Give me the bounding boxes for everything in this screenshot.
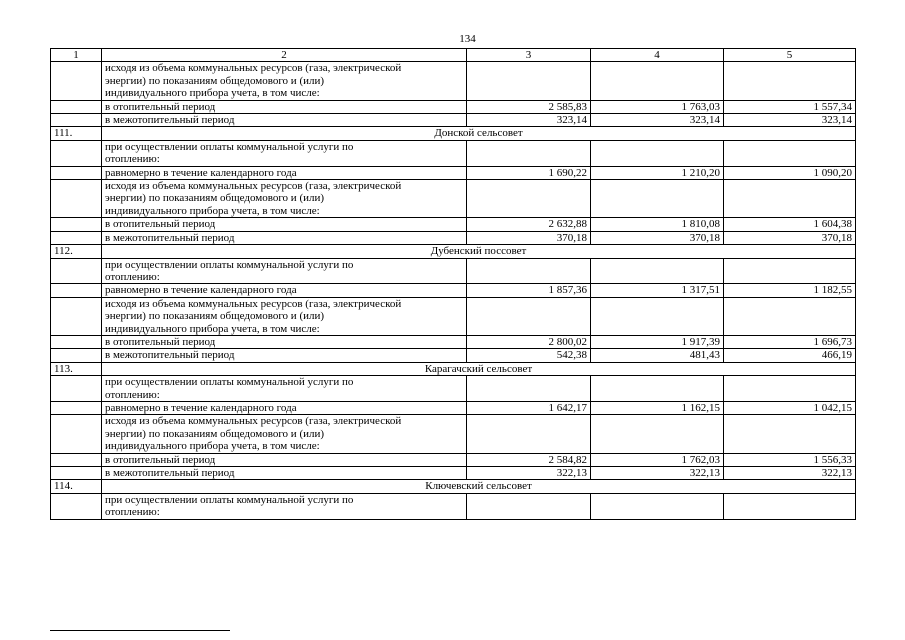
- description-line: исходя из объема коммунальных ресурсов (газа, электрической: [105, 62, 402, 75]
- value-cell-4: 1 762,03: [591, 453, 724, 466]
- value-cell-3: 1 857,36: [467, 284, 591, 297]
- row-number-cell: [51, 493, 102, 519]
- value-cell-4: 370,18: [591, 231, 724, 244]
- value-row: [51, 166, 856, 179]
- value-cell-5: 1 182,55: [724, 284, 856, 297]
- value-cell-4: 1 210,20: [591, 166, 724, 179]
- section-title: Карагачский сельсовет: [102, 362, 856, 375]
- description-cell: равномерно в течение календарного года: [102, 166, 467, 179]
- description-cell: в отопительный период: [102, 218, 467, 231]
- description-line: исходя из объема коммунальных ресурсов (газа, электрической: [105, 180, 402, 193]
- value-cell-5: 1 604,38: [724, 218, 856, 231]
- value-row: [51, 467, 856, 480]
- description-line: исходя из объема коммунальных ресурсов (газа, электрической: [105, 415, 402, 428]
- value-cell-5: 1 556,33: [724, 453, 856, 466]
- row-number-cell: [51, 62, 102, 100]
- value-cell-3: [467, 140, 591, 166]
- description-row: [51, 297, 856, 335]
- value-cell-3: [467, 376, 591, 402]
- value-row: [51, 284, 856, 297]
- column-number-5: 5: [724, 49, 856, 62]
- value-cell-3: 2 584,82: [467, 453, 591, 466]
- value-cell-4: [591, 140, 724, 166]
- description-row: [51, 62, 856, 100]
- description-line: индивидуального прибора учета, в том числе:: [105, 204, 320, 217]
- section-number: 114.: [51, 480, 102, 493]
- description-row: [51, 415, 856, 453]
- row-number-cell: [51, 284, 102, 297]
- value-cell-4: 322,13: [591, 467, 724, 480]
- section-title: Дубенский поссовет: [102, 245, 856, 258]
- description-line: при осуществлении оплаты коммунальной услуги по: [105, 258, 354, 271]
- row-number-cell: [51, 258, 102, 284]
- row-number-cell: [51, 218, 102, 231]
- description-row: [51, 493, 856, 519]
- row-number-cell: [51, 114, 102, 127]
- value-cell-4: [591, 258, 724, 284]
- description-line: отоплению:: [105, 153, 160, 166]
- description-cell: [102, 62, 467, 100]
- value-cell-3: [467, 493, 591, 519]
- description-cell: в межотопительный период: [102, 114, 467, 127]
- value-cell-4: 1 810,08: [591, 218, 724, 231]
- description-line: индивидуального прибора учета, в том числе:: [105, 322, 320, 335]
- description-line: энергии) по показаниям общедомового и (или): [105, 192, 325, 205]
- value-cell-5: 1 042,15: [724, 401, 856, 414]
- value-cell-4: 1 763,03: [591, 100, 724, 113]
- description-line: индивидуального прибора учета, в том числе:: [105, 440, 320, 453]
- description-line: отоплению:: [105, 270, 160, 283]
- row-number-cell: [51, 349, 102, 362]
- row-number-cell: [51, 100, 102, 113]
- value-row: [51, 453, 856, 466]
- value-cell-5: 1 696,73: [724, 335, 856, 348]
- value-row: [51, 349, 856, 362]
- column-number-2: 2: [102, 49, 467, 62]
- value-cell-5: 1 557,34: [724, 100, 856, 113]
- value-cell-4: 1 317,51: [591, 284, 724, 297]
- value-cell-4: 1 917,39: [591, 335, 724, 348]
- value-cell-3: [467, 180, 591, 218]
- description-line: энергии) по показаниям общедомового и (или): [105, 310, 325, 323]
- section-header-row: [51, 127, 856, 140]
- value-row: [51, 100, 856, 113]
- value-row: [51, 114, 856, 127]
- description-row: [51, 140, 856, 166]
- column-number-1: 1: [51, 49, 102, 62]
- section-header-row: [51, 362, 856, 375]
- value-cell-3: 1 690,22: [467, 166, 591, 179]
- section-header-row: [51, 245, 856, 258]
- value-cell-5: [724, 180, 856, 218]
- value-cell-3: 323,14: [467, 114, 591, 127]
- value-cell-3: 2 632,88: [467, 218, 591, 231]
- value-cell-4: 323,14: [591, 114, 724, 127]
- value-cell-4: [591, 297, 724, 335]
- value-cell-5: [724, 258, 856, 284]
- description-cell: [102, 140, 467, 166]
- section-title: Ключевский сельсовет: [102, 480, 856, 493]
- value-cell-4: 481,43: [591, 349, 724, 362]
- value-cell-3: 542,38: [467, 349, 591, 362]
- description-cell: в межотопительный период: [102, 467, 467, 480]
- value-cell-3: [467, 258, 591, 284]
- description-cell: [102, 258, 467, 284]
- column-number-row: [51, 49, 856, 62]
- value-cell-3: 370,18: [467, 231, 591, 244]
- description-line: энергии) по показаниям общедомового и (или): [105, 427, 325, 440]
- value-cell-5: [724, 62, 856, 100]
- value-row: [51, 231, 856, 244]
- section-number: 112.: [51, 245, 102, 258]
- value-cell-4: [591, 180, 724, 218]
- description-line: индивидуального прибора учета, в том числе:: [105, 87, 320, 100]
- row-number-cell: [51, 467, 102, 480]
- column-number-4: 4: [591, 49, 724, 62]
- description-cell: равномерно в течение календарного года: [102, 284, 467, 297]
- value-cell-5: [724, 415, 856, 453]
- value-cell-3: 2 585,83: [467, 100, 591, 113]
- value-cell-3: [467, 297, 591, 335]
- description-line: при осуществлении оплаты коммунальной услуги по: [105, 140, 354, 153]
- value-cell-5: 323,14: [724, 114, 856, 127]
- value-cell-4: [591, 62, 724, 100]
- value-cell-4: 1 162,15: [591, 401, 724, 414]
- value-cell-5: 1 090,20: [724, 166, 856, 179]
- page-number: 134: [459, 33, 476, 45]
- value-cell-3: 1 642,17: [467, 401, 591, 414]
- row-number-cell: [51, 401, 102, 414]
- description-cell: [102, 493, 467, 519]
- value-cell-4: [591, 493, 724, 519]
- description-line: исходя из объема коммунальных ресурсов (газа, электрической: [105, 297, 402, 310]
- value-row: [51, 335, 856, 348]
- value-row: [51, 218, 856, 231]
- description-line: энергии) по показаниям общедомового и (или): [105, 74, 325, 87]
- section-title: Донской сельсовет: [102, 127, 856, 140]
- description-cell: в отопительный период: [102, 100, 467, 113]
- row-number-cell: [51, 376, 102, 402]
- value-cell-5: 322,13: [724, 467, 856, 480]
- row-number-cell: [51, 180, 102, 218]
- description-row: [51, 180, 856, 218]
- value-cell-3: 322,13: [467, 467, 591, 480]
- value-cell-3: [467, 62, 591, 100]
- value-cell-4: [591, 415, 724, 453]
- tariff-table-body: [51, 49, 856, 520]
- description-line: при осуществлении оплаты коммунальной услуги по: [105, 493, 354, 506]
- description-cell: [102, 297, 467, 335]
- description-cell: в отопительный период: [102, 453, 467, 466]
- value-cell-3: [467, 415, 591, 453]
- footnote-rule: [50, 630, 230, 631]
- section-number: 113.: [51, 362, 102, 375]
- row-number-cell: [51, 453, 102, 466]
- row-number-cell: [51, 166, 102, 179]
- value-cell-3: 2 800,02: [467, 335, 591, 348]
- value-cell-5: [724, 376, 856, 402]
- value-cell-4: [591, 376, 724, 402]
- description-line: отоплению:: [105, 506, 160, 519]
- row-number-cell: [51, 415, 102, 453]
- row-number-cell: [51, 140, 102, 166]
- description-cell: [102, 376, 467, 402]
- description-row: [51, 376, 856, 402]
- value-row: [51, 401, 856, 414]
- description-cell: [102, 180, 467, 218]
- row-number-cell: [51, 335, 102, 348]
- value-cell-5: 370,18: [724, 231, 856, 244]
- tariff-table: [50, 48, 856, 520]
- row-number-cell: [51, 231, 102, 244]
- value-cell-5: [724, 297, 856, 335]
- value-cell-5: [724, 140, 856, 166]
- description-cell: в межотопительный период: [102, 349, 467, 362]
- description-line: отоплению:: [105, 388, 160, 401]
- description-row: [51, 258, 856, 284]
- description-line: при осуществлении оплаты коммунальной услуги по: [105, 376, 354, 389]
- description-cell: в отопительный период: [102, 335, 467, 348]
- description-cell: равномерно в течение календарного года: [102, 401, 467, 414]
- section-header-row: [51, 480, 856, 493]
- column-number-3: 3: [467, 49, 591, 62]
- description-cell: [102, 415, 467, 453]
- row-number-cell: [51, 297, 102, 335]
- value-cell-5: [724, 493, 856, 519]
- description-cell: в межотопительный период: [102, 231, 467, 244]
- section-number: 111.: [51, 127, 102, 140]
- value-cell-5: 466,19: [724, 349, 856, 362]
